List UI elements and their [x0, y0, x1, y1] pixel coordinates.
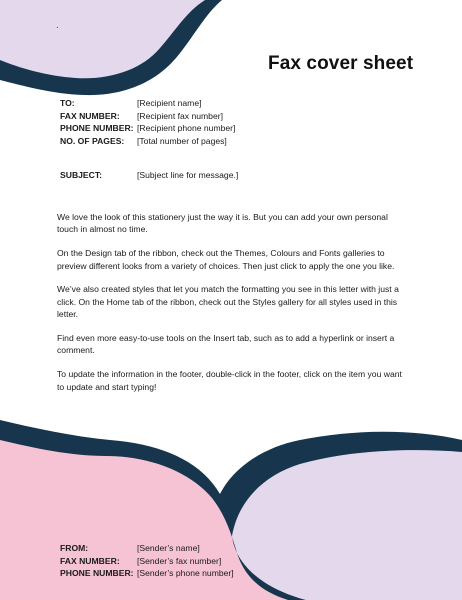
subject-row [60, 169, 238, 181]
phone-number-row [60, 122, 235, 134]
to-label: TO: [60, 98, 75, 108]
pages-label: NO. OF PAGES: [60, 135, 125, 146]
top-left-dot: . [56, 20, 59, 31]
fax-number-label: FAX NUMBER: [60, 110, 120, 121]
sender-fax-label: FAX NUMBER: [60, 555, 120, 566]
subject-label: SUBJECT: [60, 170, 103, 180]
body-paragraph: To update the information in the footer, double-click in the footer, click on the item you want to update and start typing! [57, 369, 402, 392]
from-value[interactable]: [Sender’s name] [137, 543, 200, 553]
message-body[interactable] [57, 211, 407, 404]
sender-phone-value[interactable]: [Sender’s phone number] [137, 568, 234, 578]
phone-number-value[interactable]: [Recipient phone number] [137, 123, 236, 133]
body-paragraph: We love the look of this stationery just the way it is. But you can add your own personal touch in almost no time. [57, 212, 388, 235]
to-row [60, 97, 202, 109]
sender-phone-label: PHONE NUMBER: [60, 568, 134, 578]
fax-number-value[interactable]: [Recipient fax number] [137, 110, 223, 121]
sender-phone-row [60, 567, 234, 579]
body-paragraph: On the Design tab of the ribbon, check out the Themes, Colours and Fonts galleries to preview different looks from a variety of choices. Then just click to apply the one you like. [57, 248, 395, 271]
from-label: FROM: [60, 543, 89, 553]
phone-number-label: PHONE NUMBER: [60, 123, 134, 133]
from-row [60, 542, 200, 554]
sender-fax-value[interactable]: [Sender’s fax number] [137, 555, 222, 566]
page-title: Fax cover sheet [268, 53, 414, 74]
pages-value[interactable]: [Total number of pages] [137, 135, 227, 146]
pages-row [60, 135, 227, 147]
body-paragraph: We’ve also created styles that let you match the formatting you see in this letter with just a click. On the Home tab of the ribbon, check out the Styles gallery for all styles used in this letter. [57, 284, 399, 320]
sender-fax-row [60, 555, 221, 567]
top-wave-decoration [0, 0, 462, 100]
body-paragraph: Find even more easy-to-use tools on the Insert tab, such as to add a hyperlink or insert a comment. [57, 333, 395, 356]
subject-value[interactable]: [Subject line for message.] [137, 170, 239, 180]
fax-number-row [60, 110, 223, 122]
to-value[interactable]: [Recipient name] [137, 98, 202, 108]
